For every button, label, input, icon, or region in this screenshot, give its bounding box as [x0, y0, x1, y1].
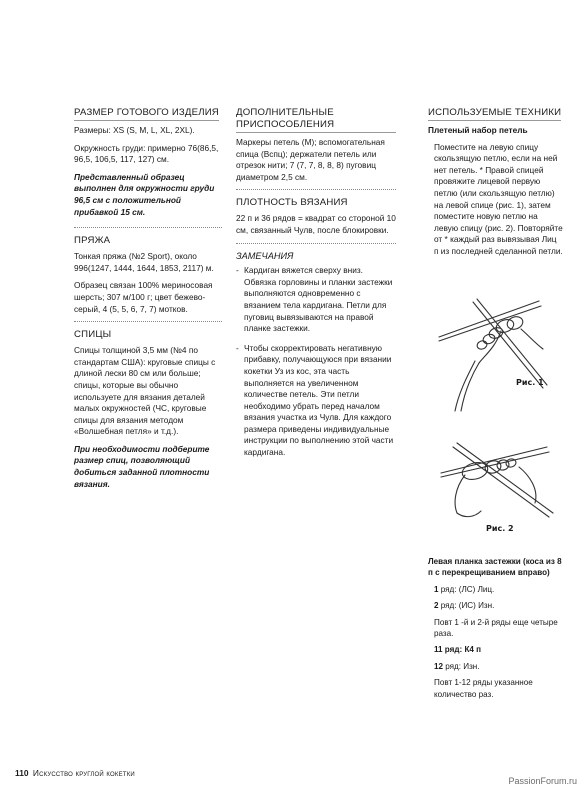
cast-on-illustration-1 — [435, 293, 560, 413]
figure-caption-2: Рис. 2 — [486, 524, 514, 533]
column-notions — [236, 107, 396, 467]
note-text: Чтобы скорректировать негативную прибавку, получающуюся при вязании кокетки Уз из кос, эта часть выполняется на увеличенном количестве петель. Эти петли необходимо убрать перед началом вязания участка из Чулв. Для каждого размера приведены индивидуальные инструкции по выполнению этой части кардигана. — [244, 342, 394, 458]
left-placket-section — [428, 556, 568, 705]
column-materials — [74, 107, 222, 499]
note-text: Кардиган вяжется сверху вниз. Обвязка горловины и планки застежки выполняются одновременно с вязанием тела кардигана. Петли для пуговиц вывязываются на правой планке застежки. — [244, 265, 393, 334]
page-number: 110 — [15, 768, 29, 778]
gauge-text: 22 п и 36 рядов = квадрат со стороной 10 см, связанный Чулв, после блокировки. — [236, 213, 396, 235]
needles-note: При необходимости подберите размер спиц, позволяющий добиться заданной плотности вязания. — [74, 443, 210, 489]
placket-title: Левая планка застежки (коса из 8 п с перекрещиванием вправо) — [428, 557, 562, 578]
row-instruction: 1 ряд: (ЛС) Лиц. — [434, 584, 495, 594]
chest-text: Окружность груди: примерно 76(86,5, 96,5, 106,5, 117, 127) см. — [74, 142, 219, 165]
note-dash: - — [236, 342, 239, 353]
yarn-sample-text: Образец связан 100% мериносовая шерсть; 307 м/100 г; цвет бежево-серый, 4 (5, 5, 6, 7, 7) мотков. — [74, 280, 213, 314]
row-instruction: 11 ряд: К4 п — [434, 645, 482, 655]
figure-caption-1: Рис. 1 — [516, 378, 544, 387]
section-heading-yarn: ПРЯЖА — [74, 235, 111, 247]
note-item — [236, 343, 396, 459]
needles-text: Спицы толщиной 3,5 мм (№4 по стандартам США): круговые спицы с длиной лески 80 см или больше; спицы, которые вы обычно используете для вязания деталей малых окружностей (ЧС, круговые спицы для вязания методом «Волшебная петля» и т.д.). — [74, 345, 216, 437]
technique-text: Поместите на левую спицу скользящую петлю, если на ней нет петель. * Правой спицей провяжите лицевой первую петлю (или скользящую петлю) на левой спице (рис. 1), затем поместите новую петлю на левую спицу (рис. 2). Повторяйте от * каждый раз вывязывая Лиц п из последней сделанной петли. — [434, 141, 563, 256]
column-techniques — [428, 107, 563, 264]
row-instruction: 12 ряд: Изн. — [434, 661, 480, 671]
needle-right — [457, 443, 553, 513]
section-heading-gauge: ПЛОТНОСТЬ ВЯЗАНИЯ — [236, 197, 348, 209]
sample-note: Представленный образец выполнен для окружности груди 96,5 см с положительной прибавкой 15 см. — [74, 171, 215, 217]
technique-subheading: Плетеный набор петель — [428, 125, 528, 135]
divider — [236, 189, 396, 190]
section-heading-needles: СПИЦЫ — [74, 329, 112, 341]
book-title: Искусство круглой кокетки — [32, 768, 135, 778]
page-footer — [15, 768, 135, 778]
divider — [236, 243, 396, 244]
note-item — [236, 265, 396, 335]
repeat-instruction: Повт 1 -й и 2-й ряды еще четыре раза. — [434, 617, 558, 639]
note-dash: - — [236, 265, 239, 276]
yarn-text: Тонкая пряжа (№2 Sport), около 996(1247, 1444, 1644, 1853, 2117) м. — [74, 251, 214, 273]
cast-on-illustration-2 — [435, 433, 560, 538]
row-instruction: 2 ряд: (ИС) Изн. — [434, 601, 495, 611]
sizes-text: Размеры: XS (S, M, L, XL, 2XL). — [74, 125, 195, 135]
needle-left — [441, 447, 547, 473]
section-heading-notions: ДОПОЛНИТЕЛЬНЫЕ ПРИСПОСОБЛЕНИЯ — [236, 107, 396, 133]
divider — [74, 227, 222, 228]
repeat-instruction: Повт 1-12 ряды указанное количество раз. — [434, 678, 533, 699]
notions-text: Маркеры петель (М); вспомогательная спица (Вспц); держатели петель или отрезок нити; 7 (7, 7, 8, 8, 8) пуговиц диаметром 2,5 см. — [236, 137, 385, 182]
needle-right — [477, 299, 547, 385]
divider — [74, 321, 222, 322]
watermark: PassionForum.ru — [508, 776, 577, 786]
section-heading-size: РАЗМЕР ГОТОВОГО ИЗДЕЛИЯ — [74, 107, 222, 121]
section-heading-techniques: ИСПОЛЬЗУЕМЫЕ ТЕХНИКИ — [428, 107, 563, 121]
section-heading-notes: ЗАМЕЧАНИЯ — [236, 250, 294, 261]
